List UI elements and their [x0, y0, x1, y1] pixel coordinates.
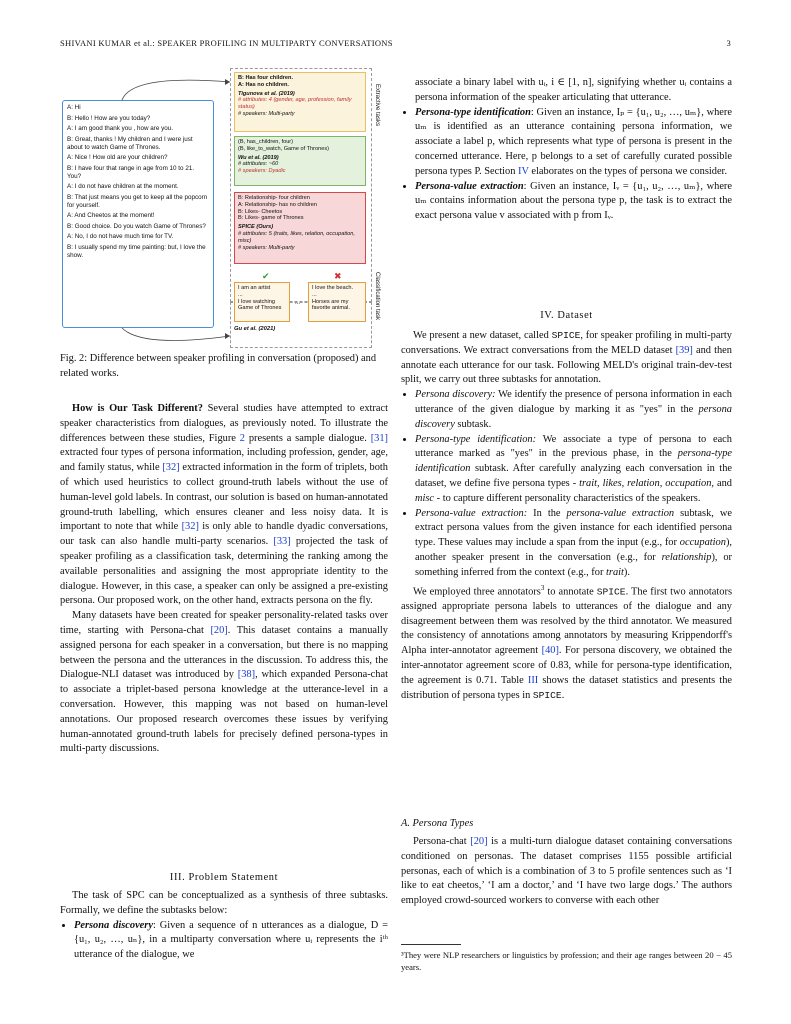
- gu-right-line: ...: [312, 291, 317, 298]
- gu-right-line: Horses are my favorite animal.: [312, 298, 350, 312]
- paragraph-dataset: [401, 329, 732, 388]
- text: ), or something inferred from the context (e.g., for: [415, 551, 733, 578]
- text: is only able to handle dyadic conversations, our task can also handle multi-party scenarios.: [60, 521, 388, 548]
- spice-line: B: Likes- Cheetos: [238, 208, 283, 215]
- dialogue-line: A: I am good thank you , how are you.: [67, 125, 174, 132]
- page-number: 3: [726, 38, 731, 48]
- paragraph-annotators: [401, 581, 732, 704]
- tigunova-line: A: Has no children.: [238, 81, 289, 88]
- citation-link[interactable]: [32]: [181, 521, 199, 533]
- text: Several studies have attempted to extract speaker characteristics from dialogues, as previously noted. To illustrate the differences between these studies, Figure: [60, 403, 388, 444]
- citation-link[interactable]: [20]: [470, 836, 488, 847]
- text: elaborates on the types of persona we consider.: [528, 165, 728, 177]
- text: . This dataset contains a manually assigned persona for each speaker in a conversation, but there is no mapping between the persona and the utterances in the discussion. To address this, the Dialogue-NLI dataset was introduced by: [60, 624, 388, 681]
- dialogue-line: A: Hi: [67, 104, 81, 111]
- citation-link[interactable]: [38]: [237, 669, 256, 681]
- citation-link[interactable]: [40]: [541, 645, 559, 657]
- gu-right-line: I love the beach.: [312, 285, 354, 291]
- footnote-rule: [401, 944, 461, 945]
- cross-icon: ✖: [334, 271, 342, 281]
- problem-statement: [60, 872, 388, 963]
- extractive-tasks-label: Extractive tasks: [374, 84, 380, 127]
- text: projected the task of speaker profiling as a classification task, determining the ranking among the available personalities and assigning the most appropriate identity to the dialogue. However, in this case, a speaker can only be assigned a pre-existing persona. Our proposed work, on the other hand, extracts persona on the fly.: [60, 536, 388, 607]
- text: occupation: [679, 537, 726, 549]
- wu-attr: # attributes: ~60: [238, 161, 279, 168]
- citation-link[interactable]: [20]: [210, 624, 228, 636]
- persona-types-section: [401, 818, 732, 909]
- item-heading: Persona discovery:: [415, 389, 496, 401]
- wu-box: [234, 136, 366, 186]
- citation-link[interactable]: [33]: [273, 536, 291, 548]
- gu-dots: ...: [295, 300, 301, 306]
- text: Persona-chat: [413, 836, 471, 847]
- tigunova-box: [234, 72, 366, 132]
- text: : Given an instance, Iᵥ = {u₁, u₂, …, uₘ}, where uₘ contains information about the persona type p, the task is to extract the exact persona value v associated with p from Iᵥ.: [415, 180, 733, 222]
- spice-spk: # speakers: Multi-party: [238, 244, 295, 251]
- spice-line: B: Relationship- four children: [238, 195, 310, 201]
- section-heading: IV. Dataset: [540, 310, 593, 321]
- text: and then annotate each utterance for our task. Following MELD's original train-dev-test split, we carry out three subtasks for annotation.: [401, 344, 732, 386]
- text: and: [714, 477, 732, 489]
- text: ).: [623, 566, 630, 578]
- right-column: [401, 76, 732, 224]
- dialogue-line: B: I have four that range in age from 10 to 21. You?: [67, 164, 195, 180]
- bullet-continuation: associate a binary label with uᵢ, i ∈ [1, n], signifying whether uᵢ contains a persona information of the speaker articulating that utterance.: [415, 77, 732, 103]
- text: ), another speaker present in the conversation (e.g., for: [415, 537, 732, 563]
- gu-persona-left: [234, 282, 290, 322]
- footnote-marker: 3: [540, 583, 545, 592]
- text: subtask.: [454, 418, 492, 430]
- dialogue-line: B: Good choice. Do you watch Game of Thrones?: [67, 222, 206, 230]
- text: .: [561, 689, 565, 701]
- gu-left-line: ...: [238, 291, 243, 298]
- text: . For persona discovery, we obtained the inter-annotator agreement score of 0.83, while for persona-type identification, the agreement is 0.71. Table: [401, 645, 732, 686]
- spice-line: B: Likes- game of Thrones: [238, 215, 304, 222]
- left-column: [60, 402, 388, 757]
- citation-link[interactable]: [32]: [162, 462, 180, 474]
- text: subtask, we extract persona values from the given instance for each identified persona type. These values may include a span from the input (e.g., for: [415, 507, 732, 549]
- text: In the: [527, 507, 567, 519]
- dialogue-line: A: No, I do not have much time for TV.: [67, 233, 174, 240]
- text: persona-type identification: [415, 448, 732, 475]
- gu-cite: Gu et al. (2021): [234, 326, 276, 332]
- table-link[interactable]: III: [527, 674, 539, 686]
- text: Many datasets have been created for speaker personality-related tasks over time, starting with Persona-chat: [60, 610, 388, 636]
- tigunova-spk: # speakers: Multi-party: [238, 110, 295, 117]
- text: , which expanded Persona-chat to associate a triplet-based persona knowledge at the utterance-level in a conversation. However, this mapping was not based on human-level annotations. Our proposed research overcomes these issues by verifying human-annotated ground-truth labels for precisely defined persona-types in multi-party discussions.: [60, 669, 388, 755]
- wu-line: (B, has_children, four): [238, 139, 294, 145]
- tigunova-cite: Tigunova et al. (2019): [238, 90, 295, 97]
- text: persona discovery: [415, 403, 732, 430]
- figure-caption: Fig. 2: Difference between speaker profiling in conversation (proposed) and related works.: [60, 353, 377, 379]
- dataset-name: SPICE: [532, 689, 562, 701]
- text: subtask. After carefully analyzing each conversation in the dataset, we define five persona types -: [415, 463, 732, 489]
- list-item: [415, 180, 732, 224]
- text: , for speaker profiling in multi-party conversations. We extract conversations from the MELD dataset: [401, 330, 732, 356]
- text: We associate a type of persona to each utterance marked as "yes" in the previous phase, in the: [415, 433, 732, 460]
- dialogue-line: B: I usually spend my time painting: but, I love the show.: [67, 243, 206, 259]
- text: trait: [606, 566, 624, 578]
- dialogue-line: A: Nice ! How old are your children?: [67, 154, 168, 161]
- run-in-heading: How is Our Task Different?: [72, 403, 203, 414]
- wu-spk: # speakers: Dyadic: [238, 168, 286, 175]
- list-item: [415, 388, 732, 432]
- text: relationship: [661, 551, 712, 563]
- dialogue-line: A: And Cheetos at the moment!: [67, 212, 155, 219]
- dataset-section: [401, 310, 732, 703]
- tigunova-attr: # attributes: 4 (gender, age, profession, family status): [238, 97, 352, 111]
- dataset-name: SPICE: [596, 586, 626, 598]
- subsection-heading: A. Persona Types: [401, 818, 474, 829]
- text: - to capture different personality characteristics of the speakers.: [434, 492, 701, 504]
- gu-left-line: I love watching Game of Thrones: [238, 298, 282, 312]
- figure-2: [62, 64, 388, 348]
- text: persona-value extraction: [566, 507, 675, 519]
- footnote: ³They were NLP researchers or linguistics by profession; and their age ranges between 20 − 45 years.: [401, 950, 732, 972]
- bullet-heading: Persona-value extraction: [415, 180, 524, 192]
- list-item: [415, 433, 732, 507]
- subtask-list-cont: [401, 106, 732, 224]
- text: presents a sample dialogue.: [244, 432, 371, 444]
- paragraph-persona-chat: [401, 835, 732, 909]
- citation-link[interactable]: [31]: [370, 432, 388, 444]
- sample-dialogue: [62, 100, 214, 328]
- section-link[interactable]: IV: [518, 165, 529, 177]
- gu-left-line: I am an artist: [238, 285, 271, 291]
- item-heading: Persona-value extraction:: [415, 507, 528, 519]
- text: . The first two annotators assigned appropriate persona labels to utterances of the dialogue and any disagreement between them was resolved by the third annotator. We measured the consistency of annotations among annotators by measuring Krippendorff's Alpha inter-annotator agreement: [401, 586, 733, 657]
- text: We identify the presence of persona information in each utterance of the given dialogue by marking it as "yes" in the: [415, 389, 732, 415]
- wu-cite: Wu et al. (2019): [238, 154, 279, 161]
- header-title: SHIVANI KUMAR et al.: SPEAKER PROFILING IN MULTIPARTY CONVERSATIONS: [60, 38, 393, 48]
- dialogue-line: B: Great, thanks ! My children and I were just about to watch Game of Thrones.: [67, 135, 193, 151]
- text: misc: [415, 492, 435, 504]
- classification-task-label: Classification task: [374, 272, 380, 321]
- spice-box: [234, 192, 366, 264]
- text: : Given an instance, Iₚ = {u₁, u₂, …, uₘ}, where uₘ is identified as an utterance containing persona information, we associate a label p, which represents what type of persona is present in the concerned utterance. Here, p belongs to a set of carefully curated possible persona types P. Section: [415, 106, 732, 177]
- spice-attr: # attributes: 5 (traits, likes, relation, occupation, misc): [238, 230, 355, 244]
- item-heading: Persona-type identification:: [415, 433, 537, 445]
- text: We present a new dataset, called: [413, 330, 552, 341]
- text: shows the dataset statistics and presents the distribution of persona types in: [401, 674, 732, 701]
- paragraph-task-difference: [60, 402, 388, 609]
- text: trait, likes, relation, occupation,: [579, 477, 715, 489]
- dataset-name: SPICE: [551, 330, 581, 341]
- text: extracted four types of persona information, including profession, gender, age, and family status, while: [60, 447, 388, 474]
- subtask-list: [60, 919, 388, 963]
- check-icon: ✔: [262, 271, 270, 281]
- text: is a multi-turn dialogue dataset containing conversations conditioned on personas. The dataset comprises 1155 possible artificial personas, each of which is a combination of 3 to 5 profile sentences such as ‘I like to eat cheetos,’ ‘I am a doctor,’ and ‘I have two large dogs.’ The authors employed crowd-sourced workers to converse with each other: [401, 836, 733, 907]
- paragraph-problem: The task of SPC can be conceptualized as a synthesis of three subtasks. Formally, we define the subtasks below:: [60, 890, 388, 916]
- citation-link[interactable]: [39]: [675, 344, 693, 356]
- section-heading: III. Problem Statement: [169, 872, 279, 883]
- dialogue-line: A: I do not have children at the moment.: [67, 183, 179, 190]
- running-header: [60, 38, 731, 48]
- spice-line: A: Relationship- has no children: [238, 201, 317, 208]
- text: We employed three annotators: [413, 586, 541, 598]
- paragraph-datasets: [60, 609, 388, 757]
- gu-persona-right: [308, 282, 366, 322]
- spice-cite: SPICE (Ours): [238, 224, 274, 231]
- list-item: [415, 507, 732, 581]
- text: : Given a sequence of n utterances as a dialogue, D = {u₁, u₂, …, uₙ}, in a multiparty conversation where uᵢ represents the iᵗʰ utterance of the dialogue, we: [74, 919, 388, 961]
- annotation-list: [401, 388, 732, 580]
- text: to annotate: [544, 586, 597, 598]
- list-item: [74, 919, 388, 963]
- bullet-heading: Persona-type identification: [415, 106, 531, 118]
- wu-line: (B, like_to_watch, Game of Thrones): [238, 145, 329, 152]
- dialogue-line: B: Hello ! How are you today?: [67, 114, 151, 122]
- list-item: [415, 106, 732, 180]
- bullet-heading: Persona discovery: [74, 919, 153, 931]
- text: extracted information in the form of triplets, both of which used heuristics to collect ground-truth labels without the use of human-level gold labels. In contrast, our solution is based on human-annotated ground-truth labelling, which ensures cleaner and less noisy data. It is important to note that while: [60, 462, 389, 533]
- dialogue-line: B: That just means you get to keep all the popcorn for yourself.: [67, 193, 208, 209]
- tigunova-line: B: Has four children.: [238, 75, 294, 81]
- figure-link[interactable]: 2: [239, 432, 245, 444]
